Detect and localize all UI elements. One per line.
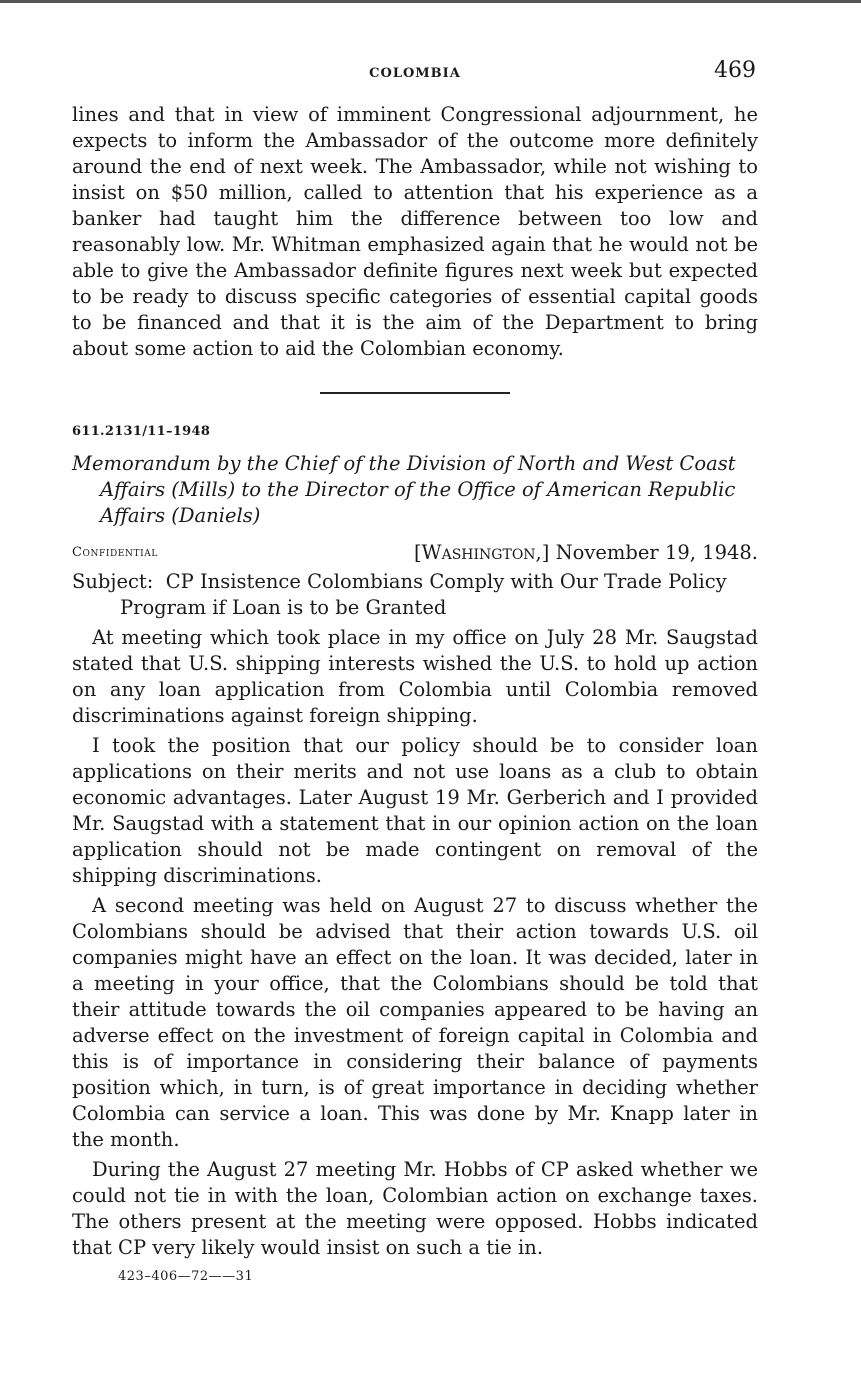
file-reference: 611.2131/11–1948 [72,424,211,439]
subject-label: Subject: [72,570,154,593]
top-border-rule [0,0,861,3]
body-paragraph-2: I took the position that our policy should be to consider loan applications on their merits and not use loans as a club to obtain economic advantages. Later August 19 Mr. Gerberich and I provided Mr. Saugstad with a statement that in our opinion action on the loan application should not be made contingent on removal of the shipping discriminations. [72,734,758,887]
date: November 19, 1948. [555,541,758,564]
page-header [72,58,758,88]
running-head: COLOMBIA [369,66,461,81]
section-divider [320,392,510,394]
subject-line [72,569,758,621]
place: [Washington,] [413,541,550,564]
classification-label: Confidential [72,545,158,560]
body-paragraph-1: At meeting which took place in my office on July 28 Mr. Saugstad stated that U.S. shipping interests wished the U.S. to hold up action on any loan application from Colombia until Colombia removed discriminations against foreign shipping. [72,626,758,727]
continued-paragraph: lines and that in view of imminent Congressional adjournment, he expects to inform the Ambassador of the outcome more definitely around the end of next week. The Ambassador, while not wishing to insist on $50 million, called to attention that his experience as a banker had taught him the difference between too low and reasonably low. Mr. Whitman emphasized again that he would not be able to give the Ambassador definite figures next week but expected to be ready to discuss specific categories of essential capital goods to be financed and that it is the aim of the Department to bring about some action to aid the Colombian economy. [72,103,758,360]
page-number: 469 [714,58,756,83]
subject-text: CP Insistence Colombians Comply with Our Trade Policy Program if Loan is to be Granted [120,570,727,619]
body-paragraph-3: A second meeting was held on August 27 to discuss whether the Colombians should be advised that their action towards U.S. oil companies might have an effect on the loan. It was decided, later in a meeting in your office, that the Colombians should be told that their attitude towards the oil companies appeared to be having an adverse effect on the investment of foreign capital in Colombia and this is of importance in considering their balance of payments position which, in turn, is of great importance in deciding whether Colombia can service a loan. This was done by Mr. Knapp later in the month. [72,894,758,1151]
place-date [414,541,758,564]
printer-mark: 423–406—72——31 [118,1269,254,1284]
memo-title: Memorandum by the Chief of the Division of North and West Coast Affairs (Mills) to the Director of the Office of American Republic Affairs (Daniels) [72,452,736,527]
body-paragraph-4: During the August 27 meeting Mr. Hobbs of CP asked whether we could not tie in with the loan, Colombian action on exchange taxes. The others present at the meeting were opposed. Hobbs indicated that CP very likely would insist on such a tie in. [72,1158,758,1259]
document-page [72,58,758,1284]
dateline [72,541,758,567]
